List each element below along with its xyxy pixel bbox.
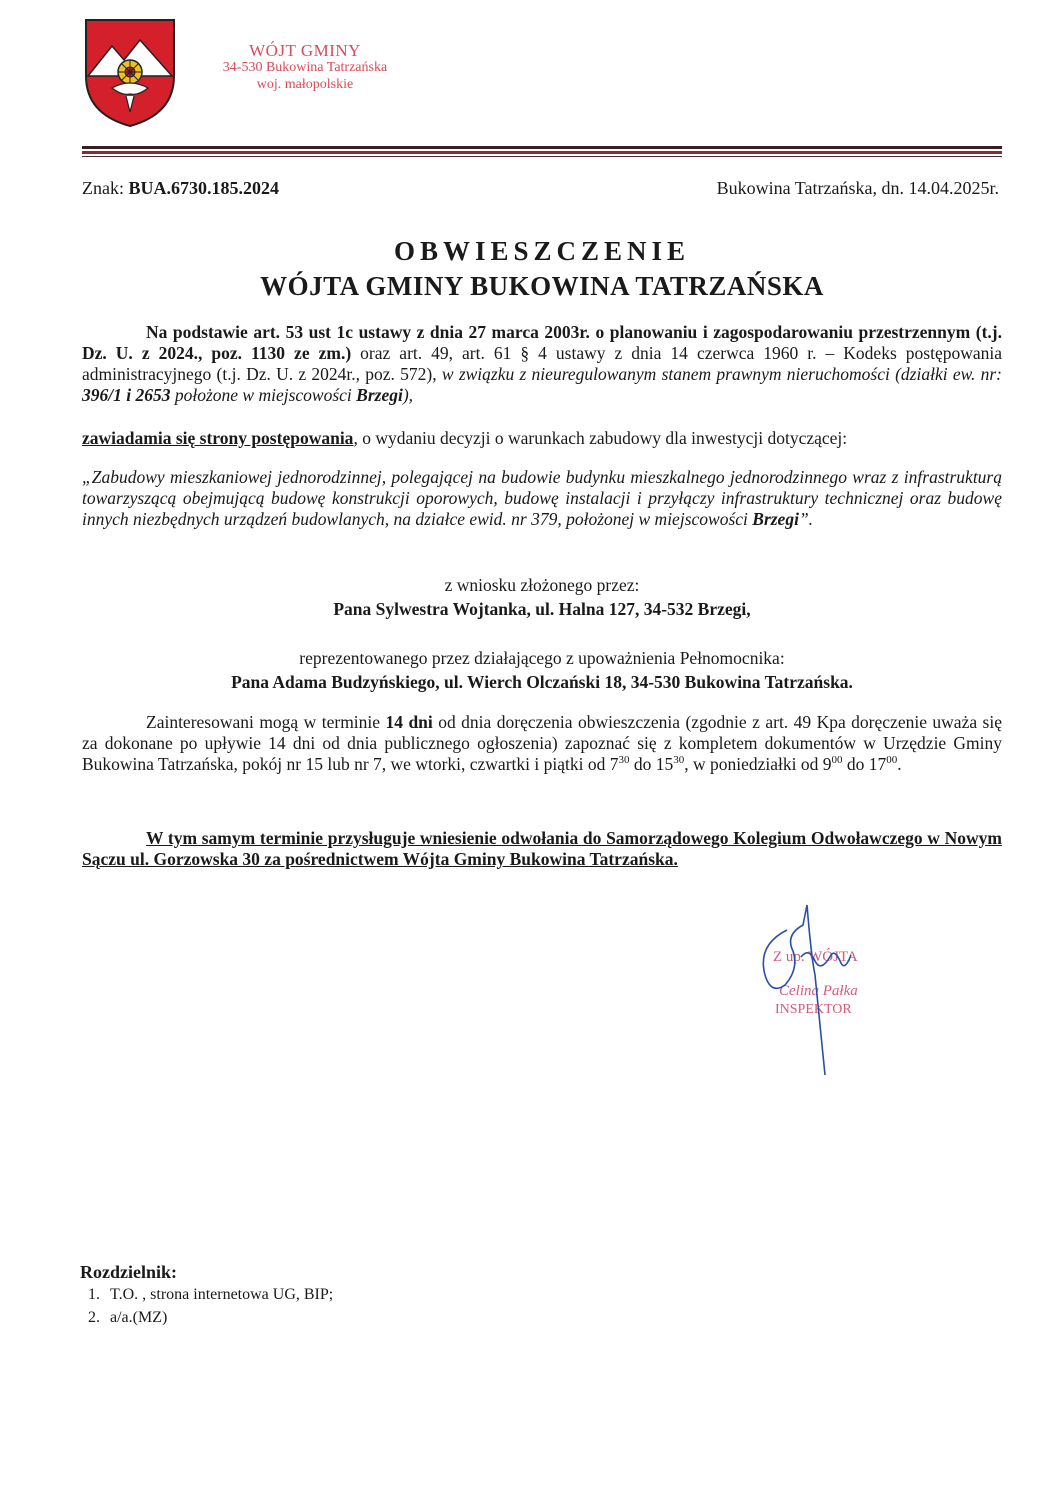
coat-of-arms-icon bbox=[82, 16, 178, 128]
legal-basis-paragraph bbox=[82, 322, 1002, 406]
inspection-text-6: . bbox=[897, 754, 902, 774]
list-item bbox=[88, 1283, 333, 1306]
header-rule bbox=[82, 146, 1002, 149]
investment-description bbox=[82, 467, 1002, 530]
place-date: Bukowina Tatrzańska, dn. 14.04.2025r. bbox=[716, 178, 999, 198]
inspection-text-3: do 15 bbox=[629, 754, 674, 774]
list-item-number: 2. bbox=[88, 1309, 100, 1326]
legal-basis-text: oraz art. 49, art. 61 § 4 ustawy z dnia 14 czerwca 1960 r. – Kodeks postępowania administracyjnego (t.j. Dz. U. z 2024r., poz. 572), bbox=[82, 343, 1002, 384]
notice-paragraph bbox=[82, 428, 1002, 449]
locality: Brzegi bbox=[356, 385, 403, 405]
stamp-line-office: WÓJT GMINY bbox=[249, 41, 361, 60]
office-stamp bbox=[200, 42, 410, 93]
document-title: OBWIESZCZENIE bbox=[393, 236, 691, 266]
stamp-line-address: 34-530 Bukowina Tatrzańska bbox=[222, 60, 388, 75]
legal-basis-bold: Na podstawie art. 53 ust 1c ustawy z dnia 27 marca 2003r. o planowaniu i zagospodarowaniu przestrzennym (t.j. Dz. U. z 2024., poz. 1130 ze zm.) bbox=[82, 322, 1002, 363]
signature-stamp bbox=[745, 895, 920, 1080]
notice-parties: zawiadamia się strony postępowania bbox=[82, 428, 354, 448]
legal-basis-italic: w związku z nieuregulowanym stanem prawnym nieruchomości (działki ew. nr: bbox=[441, 364, 1002, 384]
investment-end: ”. bbox=[798, 509, 814, 529]
signature-line-name: Celina Pałka bbox=[779, 983, 858, 999]
inspection-text-5: do 17 bbox=[842, 754, 887, 774]
investment-text: „Zabudowy mieszkaniowej jednorodzinnej, polegającej na budowie budynku mieszkalnego jednorodzinnego wraz z infrastrukturą towarzyszącą obejmującą budowę konstrukcji oporowych, budowę instalacji i przyłączy infrastruktury technicznej oraz budowę innych niezbędnych urządzeń budowlanych, na działce ewid. nr 379, położonej w miejscowości bbox=[82, 467, 1002, 529]
applicant-intro: z wniosku złożonego przez: bbox=[444, 575, 640, 595]
investment-locality: Brzegi bbox=[752, 509, 799, 529]
time-sup: 30 bbox=[618, 754, 630, 767]
proxy-intro: reprezentowanego przez działającego z upoważnienia Pełnomocnika: bbox=[299, 648, 785, 668]
legal-basis-italic-3: ), bbox=[402, 385, 414, 405]
time-sup: 00 bbox=[886, 754, 898, 767]
time-sup: 30 bbox=[673, 754, 685, 767]
notice-text: , o wydaniu decyzji o warunkach zabudowy dla inwestycji dotyczącej: bbox=[353, 428, 848, 448]
time-sup: 00 bbox=[831, 754, 843, 767]
parcel-numbers: 396/1 i 2653 bbox=[82, 385, 171, 405]
list-item-text: T.O. , strona internetowa UG, BIP; bbox=[110, 1286, 334, 1303]
header-rule bbox=[82, 151, 1002, 154]
inspection-text: Zainteresowani mogą w terminie bbox=[146, 712, 386, 732]
inspection-text-2: od dnia doręczenia obwieszczenia (zgodnie z art. 49 Kpa doręczenie uważa się za dokonane po upływie 14 dni od dnia publicznego ogłoszenia) zapoznać się z kompletem dokumentów w Urzędzie Gminy Bukowina Tatrzańska, pokój nr 15 lub nr 7, we wtorki, czwartki i piątki od 7 bbox=[82, 712, 1002, 774]
distribution-heading: Rozdzielnik: bbox=[80, 1262, 177, 1282]
deadline: 14 dni bbox=[385, 712, 433, 732]
list-item-number: 1. bbox=[88, 1286, 100, 1303]
inspection-text-4: , w poniedziałki od 9 bbox=[684, 754, 832, 774]
document-subtitle: WÓJTA GMINY BUKOWINA TATRZAŃSKA bbox=[260, 271, 824, 301]
signature-line-authority: Z up. WÓJTA bbox=[773, 949, 858, 965]
applicant: Pana Sylwestra Wojtanka, ul. Halna 127, 34-532 Brzegi, bbox=[333, 599, 751, 619]
legal-basis-italic-2: położone w miejscowości bbox=[170, 385, 357, 405]
reference-label: Znak: bbox=[82, 178, 124, 198]
reference-value: BUA.6730.185.2024 bbox=[128, 178, 280, 198]
inspection-paragraph bbox=[82, 712, 1002, 775]
list-item-text: a/a.(MZ) bbox=[110, 1309, 168, 1326]
appeal-paragraph: W tym samym terminie przysługuje wniesienie odwołania do Samorządowego Kolegium Odwoławczego w Nowym Sączu ul. Gorzowska 30 za pośrednictwem Wójta Gminy Bukowina Tatrzańska. bbox=[82, 828, 1002, 869]
reference-number bbox=[82, 178, 279, 199]
distribution-list bbox=[88, 1283, 333, 1329]
list-item bbox=[88, 1306, 333, 1329]
stamp-line-region: woj. małopolskie bbox=[256, 77, 354, 92]
header-rule bbox=[82, 156, 1002, 157]
signature-line-title: INSPEKTOR bbox=[775, 1002, 852, 1017]
proxy: Pana Adama Budzyńskiego, ul. Wierch Olczański 18, 34-530 Bukowina Tatrzańska. bbox=[231, 672, 853, 692]
